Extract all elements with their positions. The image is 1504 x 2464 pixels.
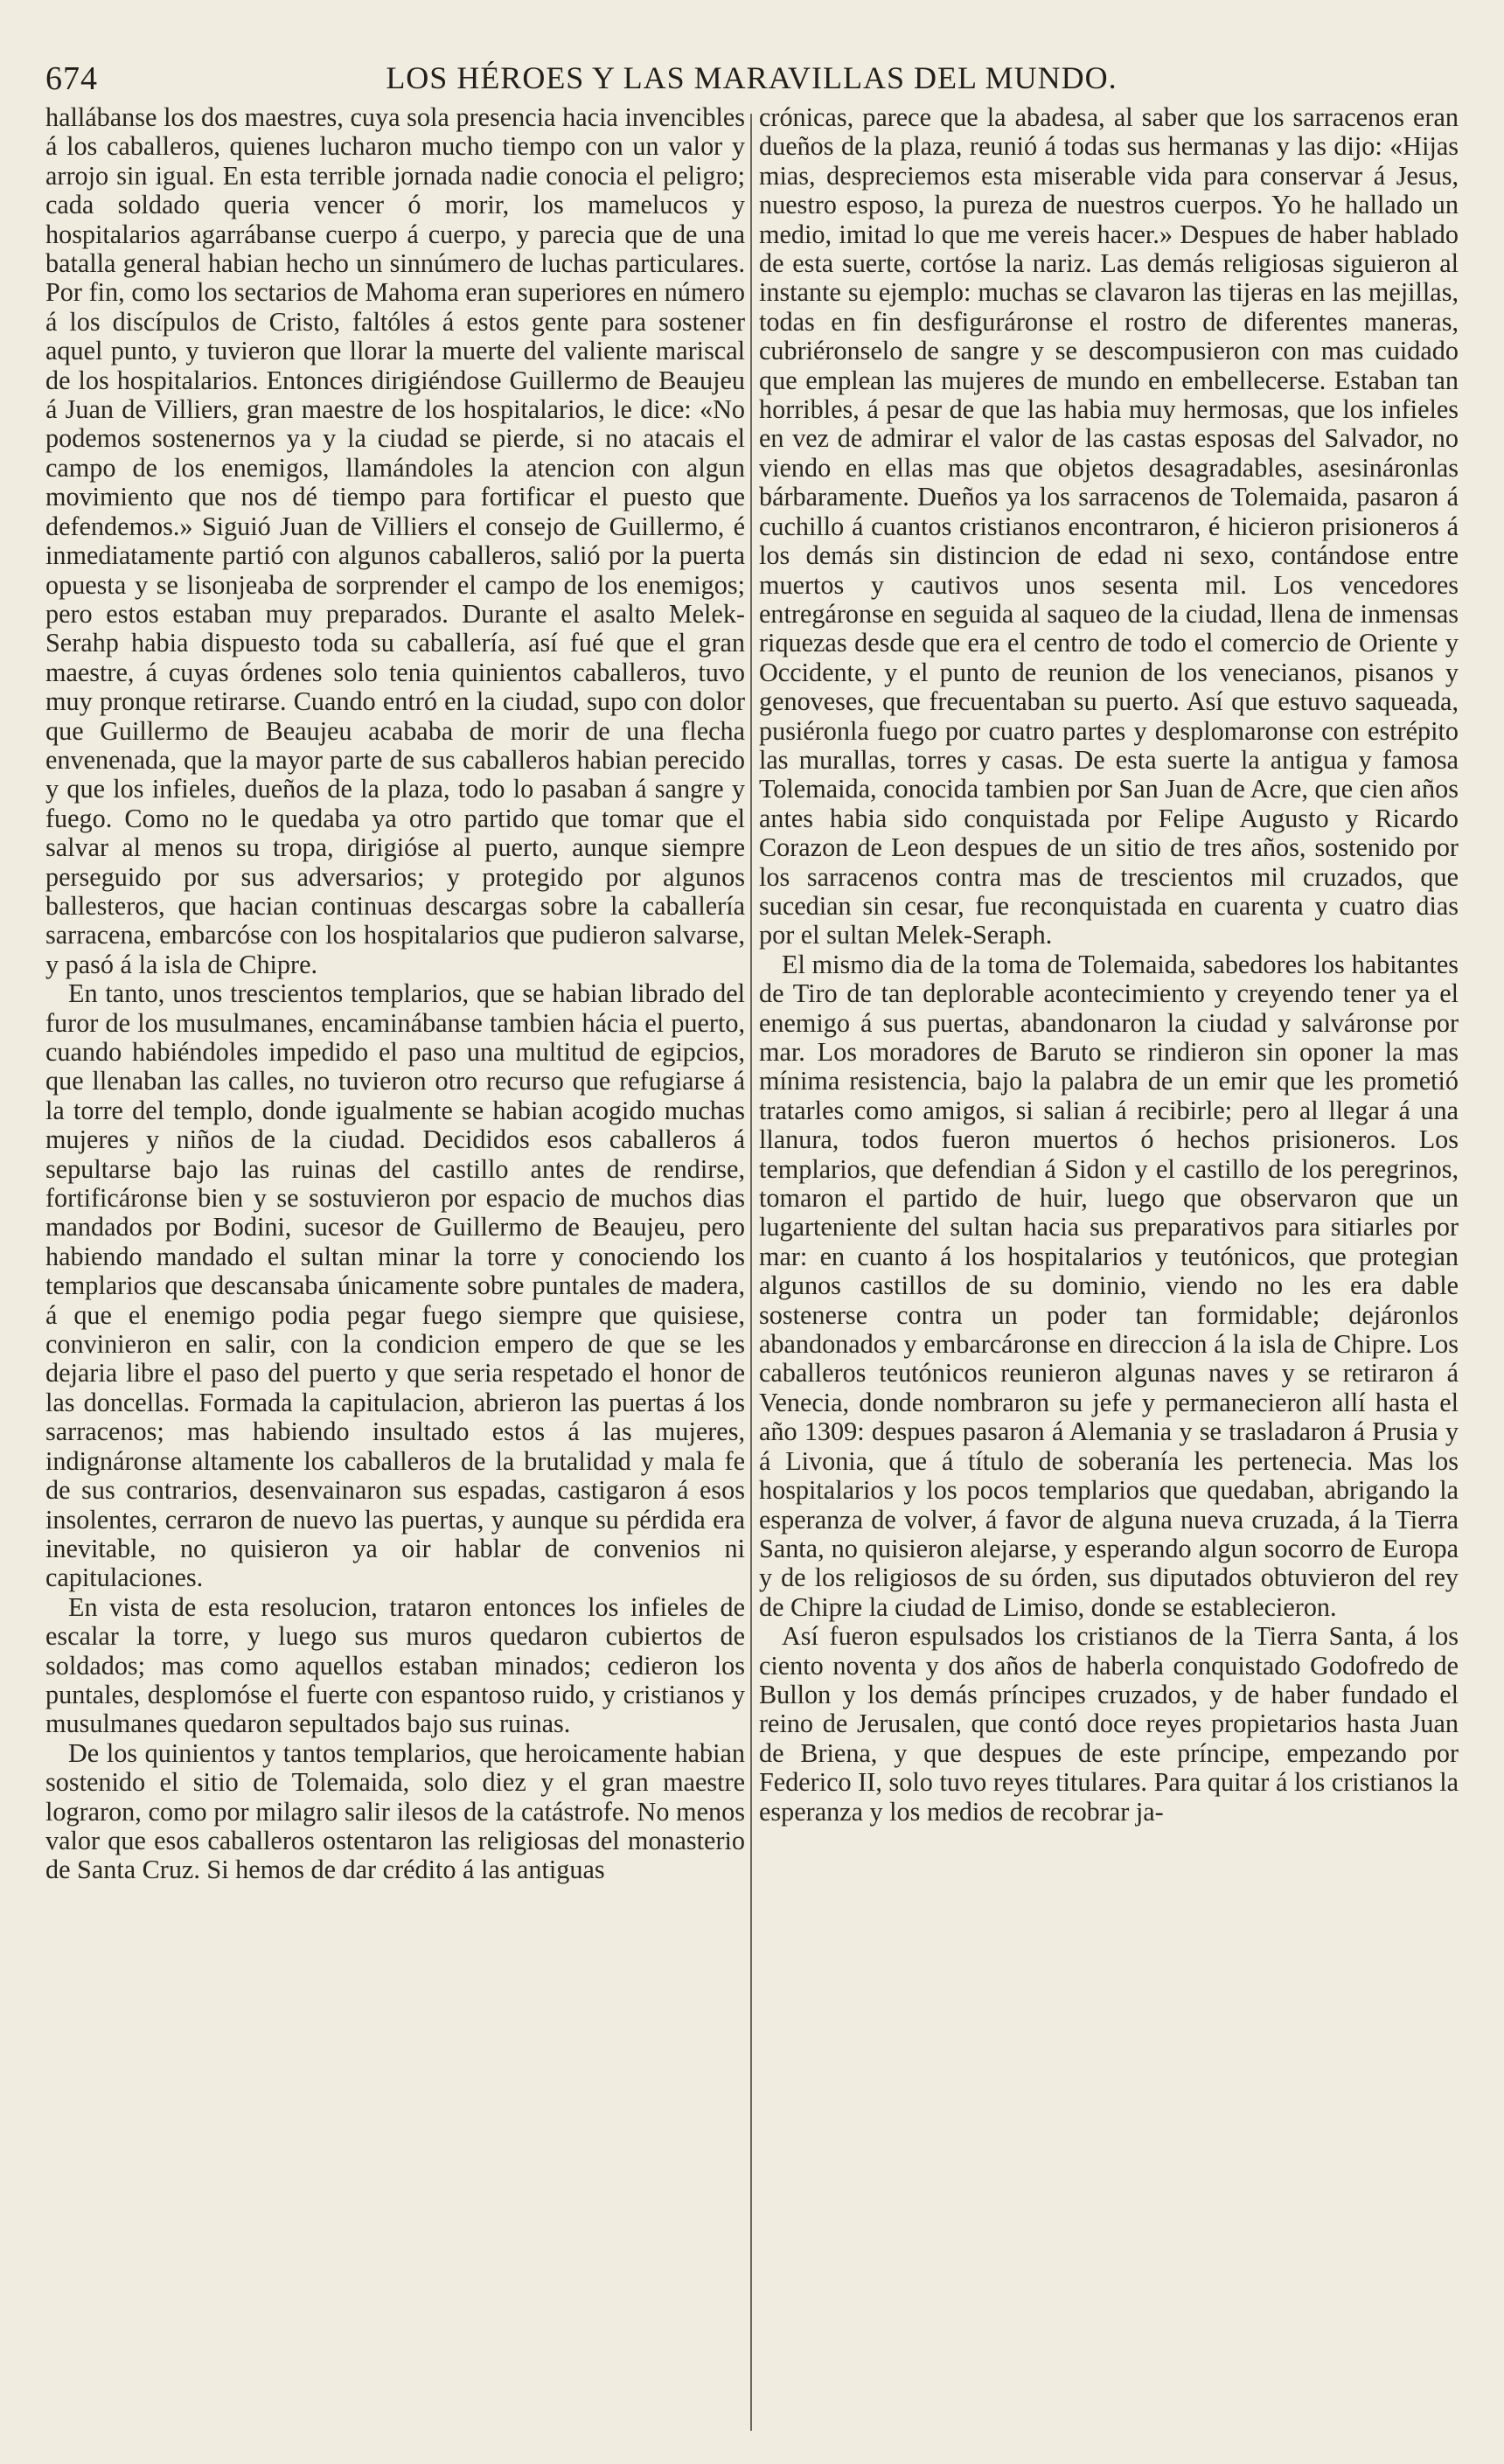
- paragraph: En tanto, unos trescientos templarios, que se habian librado del furor de los musulmanes, encaminábanse tambien hácia el puerto, cuando habiéndoles impedido el paso una multitud de egipcios, que llenaban las calles, no tuvieron otro recurso que refugiarse á la torre del templo, donde igualmente se habian acogido muchas mujeres y niños de la ciudad. Decididos esos caballeros á sepultarse bajo las ruinas del castillo antes de rendirse, fortificáronse bien y se sostuvieron por espacio de muchos dias mandados por Bodini, sucesor de Guillermo de Beaujeu, pero habiendo mandado el sultan minar la torre y conociendo los templarios que descansaba únicamente sobre puntales de madera, á que el enemigo podia pegar fuego siempre que quisiese, convinieron en salir, con la condicion empero de que se les dejaria libre el paso del puerto y que seria respetado el honor de las doncellas. Formada la capitulacion, abrieron las puertas á los sarracenos; mas habiendo insultado estos á las mujeres, indignáronse altamente los caballeros de la brutalidad y mala fe de sus contrarios, desenvainaron sus espadas, castigaron á esos insolentes, cerraron de nuevo las puertas, y aunque su pérdida era inevitable, no quisieron ya oir hablar de convenios ni capitulaciones.: [45, 978, 745, 1593]
- left-column: [45, 103, 745, 1885]
- column-divider: [750, 114, 752, 2431]
- page-number: 674: [45, 60, 98, 97]
- paragraph: El mismo dia de la toma de Tolemaida, sabedores los habitantes de Tiro de tan deplorable acontecimiento y creyendo tener ya el enemigo á sus puertas, abandonaron la ciudad y salváronse por mar. Los moradores de Baruto se rindieron sin oponer la mas mínima resistencia, bajo la palabra de un emir que les prometió tratarles como amigos, si salian á recibirle; pero al llegar á una llanura, todos fueron muertos ó hechos prisioneros. Los templarios, que defendian á Sidon y el castillo de los peregrinos, tomaron el partido de huir, luego que observaron que un lugarteniente del sultan hacia sus preparativos para sitiarles por mar: en cuanto á los hospitalarios y teutónicos, que protegian algunos castillos de su dominio, viendo no les era dable sostenerse contra un poder tan formidable; dejáronlos abandonados y embarcáronse en direccion á la isla de Chipre. Los caballeros teutónicos reunieron algunas naves y se retiraron á Venecia, donde nombraron su jefe y permanecieron allí hasta el año 1309: despues pasaron á Alemania y se trasladaron á Prusia y á Livonia, que á título de soberanía les pertenecia. Mas los hospitalarios y los pocos templarios que quedaban, abrigando la esperanza de volver, á favor de alguna nueva cruzada, á la Tierra Santa, no quisieron alejarse, y esperando algun socorro de Europa y de los religiosos de su órden, sus diputados obtuvieron del rey de Chipre la ciudad de Limiso, donde se establecieron.: [759, 949, 1459, 1622]
- paragraph: hallábanse los dos maestres, cuya sola presencia hacia invencibles á los caballeros, quienes lucharon mucho tiempo con un valor y arrojo sin igual. En esta terrible jornada nadie conocia el peligro; cada soldado queria vencer ó morir, los mamelucos y hospitalarios agarrábanse cuerpo á cuerpo, y parecia que de una batalla general habian hecho un sinnúmero de luchas particulares. Por fin, como los sectarios de Mahoma eran superiores en número á los discípulos de Cristo, faltóles á estos gente para sostener aquel punto, y tuvieron que llorar la muerte del valiente mariscal de los hospitalarios. Entonces dirigiéndose Guillermo de Beaujeu á Juan de Villiers, gran maestre de los hospitalarios, le dice: «No podemos sostenernos ya y la ciudad se pierde, si no atacais el campo de los enemigos, llamándoles la atencion con algun movimiento que nos dé tiempo para fortificar el puesto que defendemos.» Siguió Juan de Villiers el consejo de Guillermo, é inmediatamente partió con algunos caballeros, salió por la puerta opuesta y se lisonjeaba de sorprender el campo de los enemigos; pero estos estaban muy preparados. Durante el asalto Melek-Serahp habia dispuesto toda su caballería, así fué que el gran maestre, á cuyas órdenes solo tenia quinientos caballeros, tuvo muy pronque retirarse. Cuando entró en la ciudad, supo con dolor que Guillermo de Beaujeu acababa de morir de una flecha envenenada, que la mayor parte de sus caballeros habian perecido y que los infieles, dueños de la plaza, todo lo pasaban á sangre y fuego. Como no le quedaba ya otro partido que tomar que el salvar al menos su tropa, dirigióse al puerto, aunque siempre perseguido por sus adversarios; y protegido por algunos ballesteros, que hacian continuas descargas sobre la caballería sarracena, embarcóse con los hospitalarios que pudieron salvarse, y pasó á la isla de Chipre.: [45, 102, 745, 979]
- paragraph: crónicas, parece que la abadesa, al saber que los sarracenos eran dueños de la plaza, reunió á todas sus hermanas y las dijo: «Hijas mias, despreciemos esta miserable vida para conservar á Jesus, nuestro esposo, la pureza de nuestros cuerpos. Yo he hallado un medio, imitad lo que me vereis hacer.» Despues de haber hablado de esta suerte, cortóse la nariz. Las demás religiosas siguieron al instante su ejemplo: muchas se clavaron las tijeras en las mejillas, todas en fin desfiguráronse el rostro de diferentes maneras, cubriéronselo de sangre y se descompusieron con mas cuidado que emplean las mujeres de mundo en embellecerse. Estaban tan horribles, á pesar de que las habia muy hermosas, que los infieles en vez de admirar el valor de las castas esposas del Salvador, no viendo en ellas mas que objetos desagradables, asesináronlas bárbaramente. Dueños ya los sarracenos de Tolemaida, pasaron á cuchillo á cuantos cristianos encontraron, é hicieron prisioneros á los demás sin distincion de edad ni sexo, contándose entre muertos y cautivos unos sesenta mil. Los vencedores entregáronse en seguida al saqueo de la ciudad, llena de inmensas riquezas desde que era el centro de todo el comercio de Oriente y Occidente, y el punto de reunion de los venecianos, pisanos y genoveses, que frecuentaban su puerto. Así que estuvo saqueada, pusiéronla fuego por cuatro partes y desplomaronse con estrépito las murallas, torres y casas. De esta suerte la antigua y famosa Tolemaida, conocida tambien por San Juan de Acre, que cien años antes habia sido conquistada por Felipe Augusto y Ricardo Corazon de Leon despues de un sitio de tres años, sostenido por los sarracenos contra mas de trescientos mil cruzados, que sucedian sin cesar, fue reconquistada en cuarenta y cuatro dias por el sultan Melek-Seraph.: [759, 102, 1459, 950]
- page-header: [45, 59, 1458, 103]
- running-title: LOS HÉROES Y LAS MARAVILLAS DEL MUNDO.: [386, 60, 1118, 95]
- paragraph: De los quinientos y tantos templarios, que heroicamente habian sostenido el sitio de Tolemaida, solo diez y el gran maestre lograron, como por milagro salir ilesos de la catástrofe. No menos valor que esos caballeros ostentaron las religiosas del monasterio de Santa Cruz. Si hemos de dar crédito á las antiguas: [45, 1737, 745, 1885]
- paragraph: Así fueron espulsados los cristianos de la Tierra Santa, á los ciento noventa y dos años de haberla conquistado Godofredo de Bullon y los demás príncipes cruzados, y de haber fundado el reino de Jerusalen, que contó doce reyes propietarios hasta Juan de Briena, y que despues de este príncipe, empezando por Federico II, solo tuvo reyes titulares. Para quitar á los cristianos la esperanza y los medios de recobrar ja-: [759, 1621, 1459, 1827]
- paragraph: En vista de esta resolucion, trataron entonces los infieles de escalar la torre, y luego sus muros quedaron cubiertos de soldados; mas como aquellos estaban minados; cedieron los puntales, desplomóse el fuerte con espantoso ruido, y cristianos y musulmanes quedaron sepultados bajo sus ruinas.: [45, 1591, 745, 1739]
- right-column: [759, 103, 1459, 1827]
